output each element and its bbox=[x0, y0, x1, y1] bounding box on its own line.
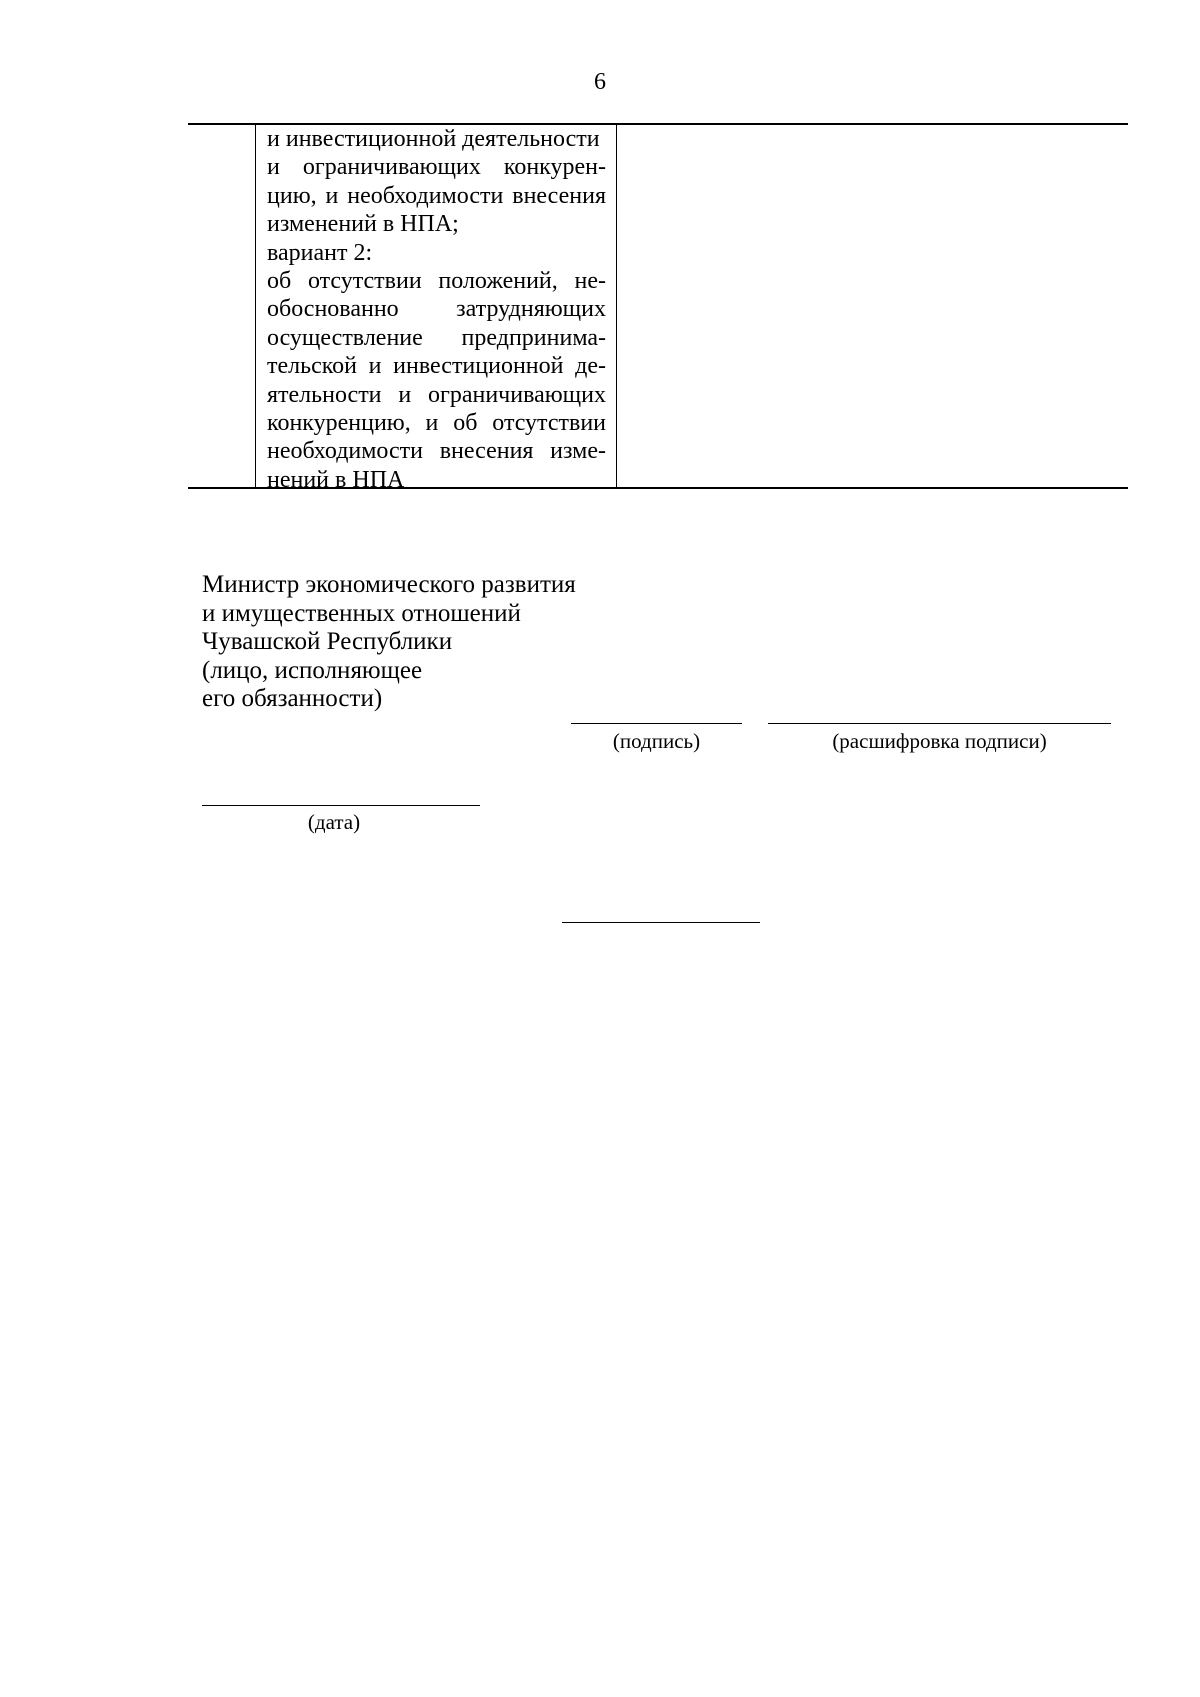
table-cell-line: изменений в НПА; bbox=[267, 211, 459, 238]
table-cell-line: необходимости внесения изме- bbox=[267, 438, 606, 465]
signature-decoding-line bbox=[768, 723, 1111, 724]
signature-caption: (подпись) bbox=[612, 729, 701, 753]
table-cell-description bbox=[267, 125, 606, 494]
table-cell-line: об отсутствии положений, не- bbox=[267, 268, 606, 294]
table-cell-line: цию, и необходимости внесения bbox=[267, 182, 606, 209]
signatory-position bbox=[202, 571, 576, 714]
signature-line bbox=[571, 723, 742, 724]
signatory-position-line: его обязанности) bbox=[202, 685, 383, 712]
table-cell-line: и ограничивающих конкурен- bbox=[267, 154, 606, 181]
date-caption: (дата) bbox=[307, 810, 361, 834]
table-column-divider bbox=[255, 125, 256, 487]
signatory-position-line: (лицо, исполняющее bbox=[202, 656, 423, 684]
date-line bbox=[202, 805, 480, 806]
table-cell-line: ятельности и ограничивающих bbox=[267, 381, 606, 408]
signatory-position-line: Министр экономического развития bbox=[202, 571, 576, 598]
table-cell-line: вариант 2: bbox=[267, 239, 373, 266]
table-column-divider bbox=[616, 125, 617, 487]
signatory-position-line: Чувашской Республики bbox=[202, 628, 453, 655]
signatory-position-line: и имущественных отношений bbox=[202, 599, 521, 627]
table-cell-line: конкуренцию, и об отсутствии bbox=[267, 409, 606, 436]
table-cell-line: тельской и инвестиционной де- bbox=[267, 353, 606, 380]
signature-decoding-caption: (расшифровка подписи) bbox=[832, 729, 1047, 753]
closing-separator-line bbox=[562, 922, 760, 923]
table-cell-line: и инвестиционной деятельности bbox=[267, 126, 600, 152]
table-cell-line: осуществление предпринима- bbox=[267, 324, 606, 351]
table-cell-line: обоснованно затрудняющих bbox=[267, 296, 606, 323]
table-cell-line: нений в НПА bbox=[267, 466, 405, 493]
page-number: 6 bbox=[594, 69, 606, 95]
content-table bbox=[188, 123, 1128, 493]
